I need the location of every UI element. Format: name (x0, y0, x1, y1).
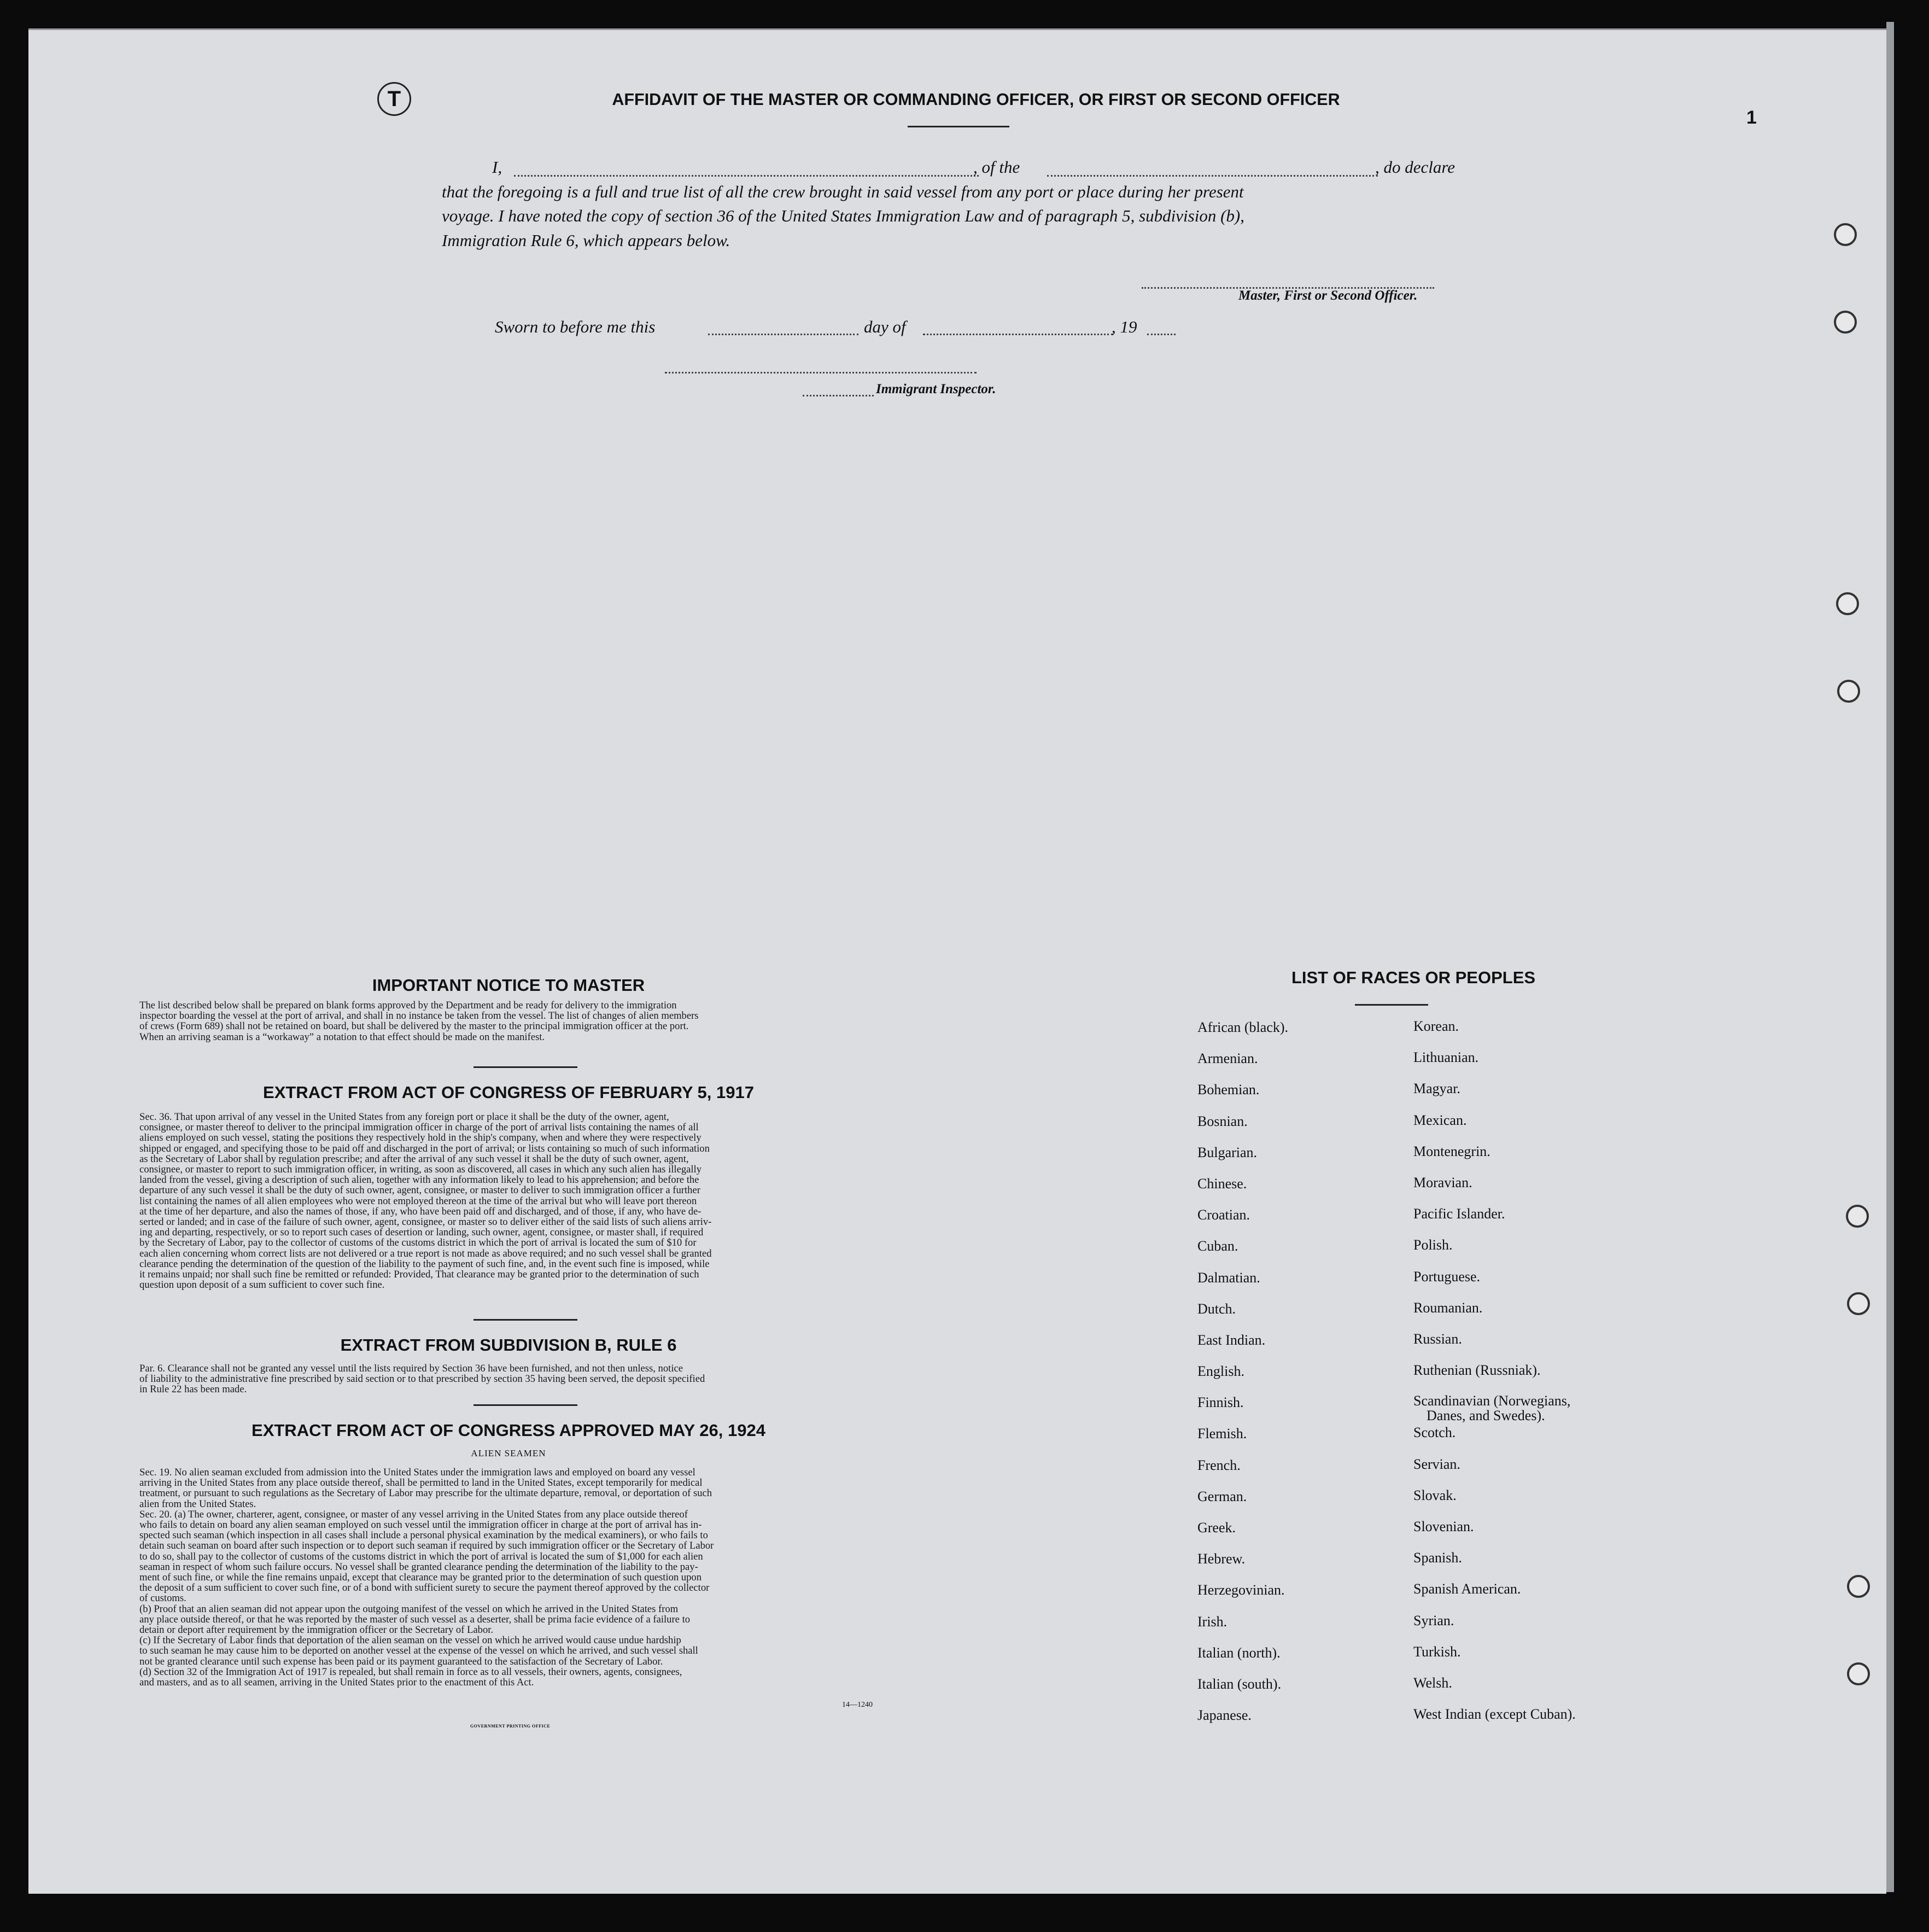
extract-line: as the Secretary of Labor shall by regulation prescribe; and after the arrival of any such vessel it shall be the duty of such owner, agent, (139, 1153, 689, 1165)
race-item: Montenegrin. (1413, 1143, 1490, 1159)
race-item: Herzegovinian. (1197, 1582, 1285, 1598)
race-item: Greek. (1197, 1520, 1236, 1536)
notice-body (139, 1000, 910, 1042)
extract-line: of customs. (139, 1592, 186, 1604)
race-item: Magyar. (1413, 1081, 1460, 1097)
binder-hole (1847, 1292, 1870, 1315)
race-item: Korean. (1413, 1018, 1459, 1034)
extract-line: and masters, and as to all seamen, arriving in the United States prior to the enactment of this Act. (139, 1677, 534, 1689)
binder-hole (1834, 223, 1857, 246)
race-item (1413, 1393, 1576, 1425)
extract-line: to such seaman he may cause him to be deported on another vessel at the expense of the vessel on which he arrived, and such vessel shall (139, 1645, 698, 1657)
extract-line: not be granted clearance until such expense has been paid or its payment guaranteed to the satisfaction of the Secretary of Labor. (139, 1655, 663, 1667)
race-item: Chinese. (1197, 1175, 1247, 1192)
sworn-month-field[interactable] (923, 334, 1113, 335)
extract-line: serted or landed; and in case of the failure of such owner, agent, consignee, or master so to deliver either of the said lists of such aliens arriv- (139, 1216, 712, 1228)
race-item: German. (1197, 1488, 1247, 1504)
race-item: Pacific Islander. (1413, 1206, 1505, 1222)
extract-line: (b) Proof that an alien seaman did not appear upon the outgoing manifest of the vessel on which he arrived in the United States from (139, 1603, 679, 1615)
race-item: Ruthenian (Russniak). (1413, 1362, 1541, 1379)
extract-1917-title: EXTRACT FROM ACT OF CONGRESS OF FEBRUARY 5, 1917 (263, 1083, 754, 1102)
race-item: Lithuanian. (1413, 1049, 1479, 1066)
section-divider (474, 1319, 577, 1321)
affidavit-name-field[interactable] (514, 175, 979, 177)
extract-line: clearance pending the determination of the question of the liability to the payment of such fine, and, in the event such fine is imposed, while (139, 1258, 710, 1270)
notice-line: inspector boarding the vessel at the port of arrival, and shall in no instance be taken from the vessel. The list of changes of alien members (139, 1010, 699, 1022)
race-item: Moravian. (1413, 1174, 1472, 1190)
extract-rule6-body (139, 1363, 910, 1395)
race-item: English. (1197, 1363, 1244, 1380)
race-item: Flemish. (1197, 1426, 1247, 1442)
affidavit-line1-declare: , do declare (1375, 157, 1455, 177)
extract-line: of liability to the administrative fine prescribed by said section or to that prescribed by section 35 having been served, the deposit specified (139, 1373, 705, 1385)
races-column-2 (1413, 1018, 1576, 1737)
race-item: West Indian (except Cuban). (1413, 1706, 1576, 1723)
extract-line: aliens employed on such vessel, stating the positions they respectively hold in the ship's company, when and where they were respectively (139, 1132, 702, 1144)
race-item: African (black). (1197, 1019, 1289, 1035)
race-item: Portuguese. (1413, 1268, 1481, 1285)
sworn-year: , 19 (1112, 317, 1137, 336)
extract-line: spected such seaman (which inspection in all cases shall include a personal physical examination by the medical examiners), or who fails to (139, 1530, 708, 1542)
race-item: Mexican. (1413, 1112, 1467, 1128)
extract-line: landed from the vessel, giving a description of such alien, together with any information likely to lead to his apprehension; and before the (139, 1174, 699, 1186)
notice-line: of crews (Form 689) shall not be retained on board, but shall be delivered by the master to the principal immigration officer at the port. (139, 1020, 689, 1032)
binder-hole (1846, 1205, 1869, 1228)
affidavit-vessel-field[interactable] (1047, 175, 1378, 177)
affidavit-text-line3: voyage. I have noted the copy of section 36 of the United States Immigration Law and of paragraph 5, subdivision (b), (442, 206, 1244, 225)
binder-hole (1834, 311, 1857, 334)
race-item: Roumanian. (1413, 1299, 1483, 1316)
race-item: East Indian. (1197, 1332, 1266, 1348)
race-item: Bohemian. (1197, 1082, 1260, 1098)
inspector-name-field[interactable] (803, 395, 874, 396)
extract-line: Sec. 36. That upon arrival of any vessel in the United States from any foreign port or place it shall be the duty of the owner, agent, (139, 1111, 669, 1123)
sworn-year-field[interactable] (1147, 334, 1176, 335)
extract-line: it remains unpaid; nor shall such fine be remitted or refunded: Provided, That clearance may be granted prior to the determination of such (139, 1269, 699, 1281)
extract-line: arriving in the United States from any place outside thereof, shall be permitted to land in the United States, except temporarily for medical (139, 1477, 703, 1489)
race-item: Cuban. (1197, 1238, 1238, 1254)
race-item: Slovenian. (1413, 1519, 1474, 1534)
affidavit-title-rule (908, 126, 1009, 127)
race-item: Armenian. (1197, 1050, 1258, 1067)
binder-hole (1847, 1662, 1870, 1685)
race-item: Syrian. (1413, 1612, 1454, 1629)
affidavit-text-line2: that the foregoing is a full and true list of all the crew brought in said vessel from any port or place during her present (442, 182, 1244, 201)
extract-line: at the time of her departure, and also the names of those, if any, who have been paid off and discharged, and of those, if any, who have de- (139, 1205, 702, 1217)
race-item: Dalmatian. (1197, 1269, 1260, 1286)
printer-imprint: GOVERNMENT PRINTING OFFICE (470, 1724, 551, 1729)
affidavit-line1-i: I, (492, 157, 502, 177)
extract-line: Sec. 19. No alien seaman excluded from admission into the United States under the immigration laws and employed on board any vessel (139, 1467, 695, 1478)
affidavit-mark (377, 82, 411, 116)
extract-rule6-title: EXTRACT FROM SUBDIVISION B, RULE 6 (340, 1335, 677, 1355)
binder-hole (1836, 592, 1859, 615)
extract-line: ment of such fine, or while the fine remains unpaid, except that clearance may be granted prior to the determination of such question upon (139, 1572, 702, 1584)
notice-line: When an arriving seaman is a “workaway” a notation to that effect should be made on the manifest. (139, 1031, 545, 1043)
extract-line: to do so, shall pay to the collector of customs of the customs district in which the port of arrival is located the sum of $1,000 for each alien (139, 1550, 703, 1562)
affidavit-title: AFFIDAVIT OF THE MASTER OR COMMANDING OFFICER, OR FIRST OR SECOND OFFICER (612, 90, 1340, 109)
extract-line: treatment, or pursuant to such regulations as the Secretary of Labor may prescribe for the ultimate departure, removal, or deportation of such (139, 1487, 712, 1499)
extract-line: seaman in respect of whom such failure occurs. No vessel shall be granted clearance pending the determination of the liability to the pay- (139, 1561, 698, 1573)
extract-1917-body (139, 1112, 910, 1290)
notice-line: The list described below shall be prepared on blank forms approved by the Department and be ready for delivery to the immigration (139, 1000, 677, 1011)
race-item-continuation: Danes, and Swedes). (1427, 1408, 1545, 1424)
extract-line: consignee, or master to report to such immigration officer, in writing, as soon as discovered, all cases in which any such alien has illegally (139, 1164, 702, 1176)
race-item: Slovak. (1413, 1487, 1457, 1503)
race-item: Servian. (1413, 1456, 1460, 1472)
extract-1924-body (139, 1467, 910, 1688)
affidavit-mark-letter: T (387, 87, 401, 111)
affidavit-text-line4: Immigration Rule 6, which appears below. (442, 231, 730, 250)
extract-line: detain or deport after requirement by the immigration officer or the Secretary of Labor. (139, 1624, 494, 1636)
extract-line: the deposit of a sum sufficient to cover such fine, or of a bond with sufficient surety to secure the payment thereof approved by the collector (139, 1582, 710, 1594)
races-column-1 (1197, 1019, 1288, 1738)
race-item: Scotch. (1413, 1425, 1456, 1441)
sworn-day-field[interactable] (708, 334, 858, 335)
race-item: Bosnian. (1197, 1113, 1248, 1129)
race-item: Bulgarian. (1197, 1144, 1258, 1160)
sworn-prefix: Sworn to before me this (495, 317, 656, 336)
inspector-label: Immigrant Inspector. (876, 382, 996, 396)
race-item: Welsh. (1413, 1674, 1452, 1691)
extract-line: alien from the United States. (139, 1498, 256, 1510)
extract-1924-title: EXTRACT FROM ACT OF CONGRESS APPROVED MAY 26, 1924 (252, 1421, 765, 1440)
inspector-signature-field[interactable] (665, 372, 977, 373)
extract-line: (d) Section 32 of the Immigration Act of 1917 is repealed, but shall remain in force as to all vessels, their owners, agents, consignees, (139, 1666, 682, 1678)
extract-line: departure of any such vessel it shall be the duty of such owner, agent, consignee, or master to deliver to such immigration officer a further (139, 1184, 700, 1196)
extract-line: in Rule 22 has been made. (139, 1384, 247, 1396)
binder-hole (1837, 680, 1860, 703)
race-item: Italian (north). (1197, 1644, 1281, 1661)
races-title: LIST OF RACES OR PEOPLES (1291, 968, 1536, 987)
extract-line: by the Secretary of Labor, pay to the collector of customs of the customs district in which the port of arrival is located the sum of $10 for (139, 1237, 697, 1249)
race-item: Polish. (1413, 1237, 1453, 1253)
extract-line: detain such seaman on board after such inspection or to deport such seaman if required by such immigration officer or the Secretary of Labor (139, 1540, 714, 1552)
race-item: Russian. (1413, 1330, 1462, 1347)
section-divider (474, 1066, 577, 1068)
race-item: Finnish. (1197, 1394, 1244, 1411)
extract-line: each alien concerning whom correct lists are not delivered or a true report is not made as above required; and no such vessel shall be granted (139, 1247, 712, 1259)
race-item: French. (1197, 1457, 1241, 1473)
form-number: 14—1240 (842, 1701, 873, 1709)
extract-line: shipped or engaged, and specifying those to be paid off and discharged in the port of arrival; or lists containing so much of such information (139, 1142, 710, 1154)
race-item: Italian (south). (1197, 1676, 1282, 1692)
race-item: Spanish American. (1413, 1581, 1521, 1597)
extract-line: (c) If the Secretary of Labor finds that deportation of the alien seaman on the vessel on which he arrived would cause undue hardship (139, 1635, 681, 1647)
race-item: Dutch. (1197, 1300, 1236, 1317)
extract-line: Par. 6. Clearance shall not be granted any vessel until the lists required by Section 36 have been furnished, and not then unless, notice (139, 1363, 683, 1374)
page-edge (1886, 22, 1894, 1892)
races-title-rule (1355, 1004, 1428, 1006)
notice-title: IMPORTANT NOTICE TO MASTER (372, 976, 645, 995)
race-item: Hebrew. (1197, 1551, 1246, 1567)
extract-line: question upon deposit of a sum sufficient to cover such fine. (139, 1279, 385, 1291)
race-item-text: Scandinavian (Norwegians, (1413, 1393, 1571, 1409)
binder-hole (1847, 1575, 1870, 1598)
race-item: Turkish. (1413, 1643, 1461, 1660)
race-item: Spanish. (1413, 1550, 1462, 1566)
extract-line: ing and departing, respectively, or so to report such cases of desertion or landing, such owner, agent, consignee, or master shall, if required (139, 1227, 704, 1239)
race-item: Irish. (1197, 1613, 1227, 1630)
sworn-day-of: day of (864, 317, 906, 336)
extract-line: who fails to detain on board any alien seaman employed on such vessel until the immigration officer in charge at the port of arrival has in- (139, 1519, 702, 1531)
race-item: Japanese. (1197, 1707, 1252, 1724)
extract-line: consignee, or master thereof to deliver to the principal immigration officer in charge of the port of arrival lists containing the names of all (139, 1122, 699, 1134)
extract-1924-subtitle: ALIEN SEAMEN (471, 1448, 546, 1458)
margin-mark: 1 (1746, 107, 1757, 128)
race-item: Croatian. (1197, 1207, 1250, 1223)
extract-line: Sec. 20. (a) The owner, charterer, agent, consignee, or master of any vessel arriving in the United States from any place outside thereof (139, 1508, 688, 1520)
master-signature-label: Master, First or Second Officer. (1238, 288, 1418, 303)
affidavit-line1-of-the: , of the (973, 157, 1020, 177)
extract-line: list containing the names of all alien employees who were not employed thereon at the time of the arrival but who will leave port thereon (139, 1195, 697, 1207)
extract-line: any place outside thereof, or that he was reported by the master of such vessel as a deserter, shall be prima facie evidence of a failure to (139, 1613, 691, 1625)
section-divider (474, 1404, 577, 1406)
